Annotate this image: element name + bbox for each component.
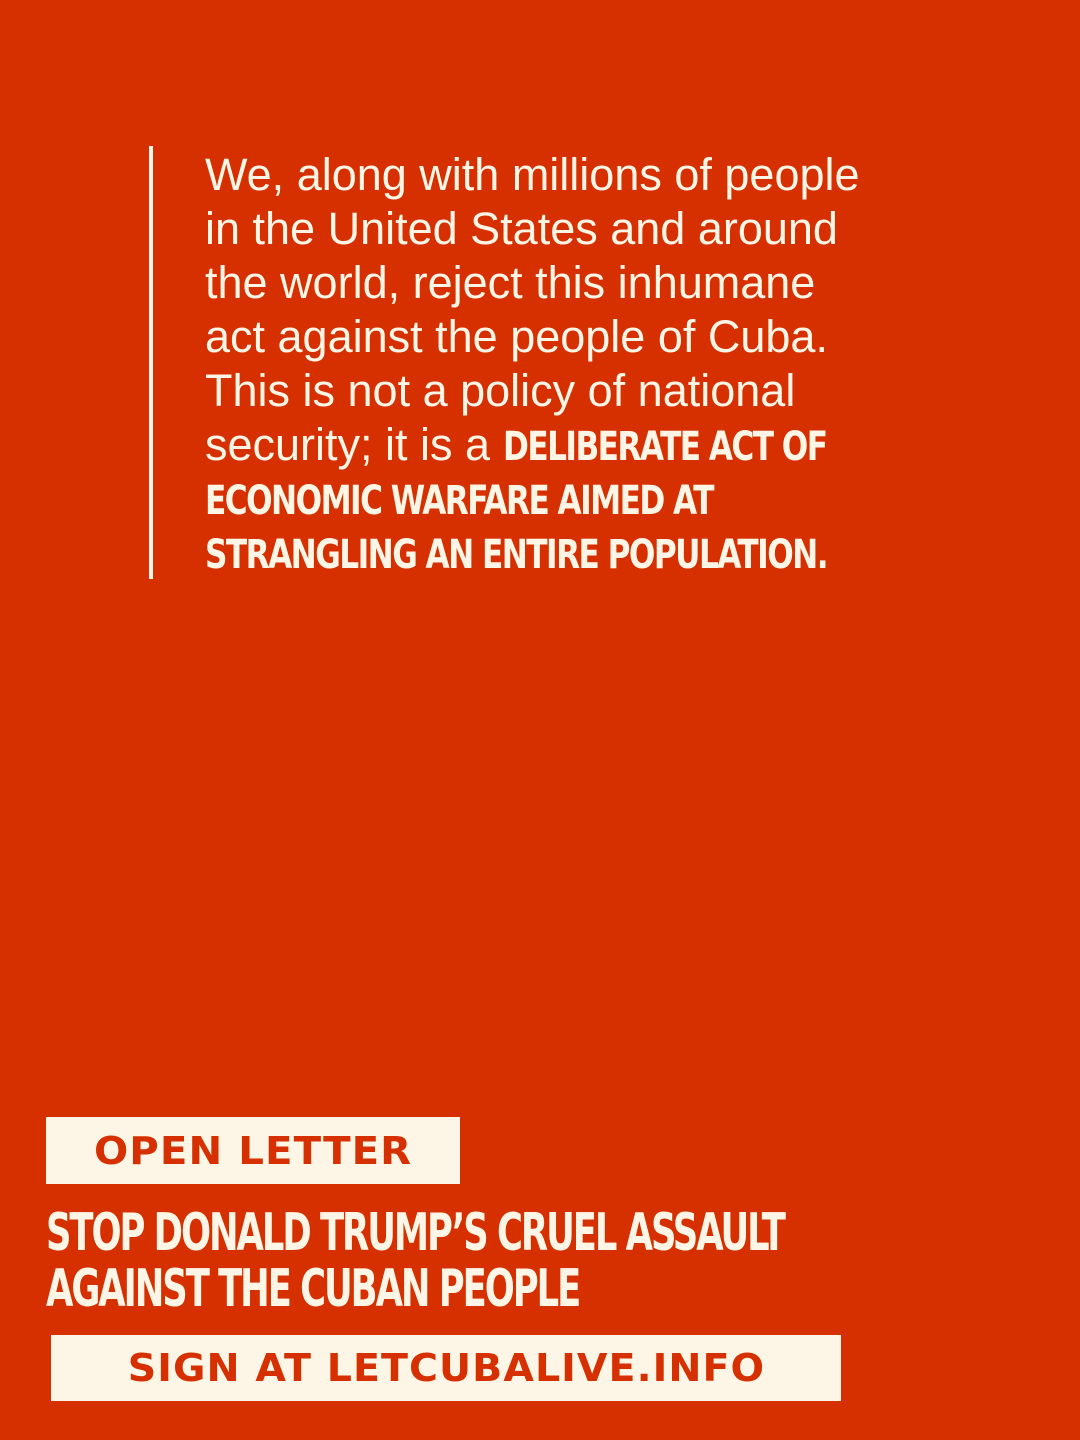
quote-emphasis-text: DELIBERATE ACT OF (502, 424, 827, 470)
quote-line: We, along with millions of people (205, 149, 860, 200)
open-letter-label-text: OPEN LETTER (93, 1128, 413, 1173)
quote-line: act against the people of Cuba. (205, 311, 828, 362)
headline-line-2: AGAINST THE CUBAN PEOPLE (46, 1259, 580, 1319)
quote-emphasis-line: STRANGLING AN ENTIRE POPULATION. (205, 532, 828, 578)
quote-emphasis-line: ECONOMIC WARFARE AIMED AT (205, 478, 713, 524)
quote-line: the world, reject this inhumane (205, 257, 816, 308)
quote-line-mixed (205, 418, 965, 474)
headline-line-1: STOP DONALD TRUMP’S CRUEL ASSAULT (46, 1203, 784, 1263)
quote-block (205, 148, 965, 582)
quote-bar (149, 146, 153, 579)
sign-cta[interactable] (51, 1335, 841, 1401)
sign-cta-text: SIGN AT LETCUBALIVE.INFO (127, 1346, 765, 1390)
headline (46, 1205, 784, 1317)
quote-plain-text: security; it is a (205, 419, 503, 470)
open-letter-label (46, 1117, 460, 1184)
quote-line: in the United States and around (205, 203, 838, 254)
quote-line: This is not a policy of national (205, 365, 796, 416)
